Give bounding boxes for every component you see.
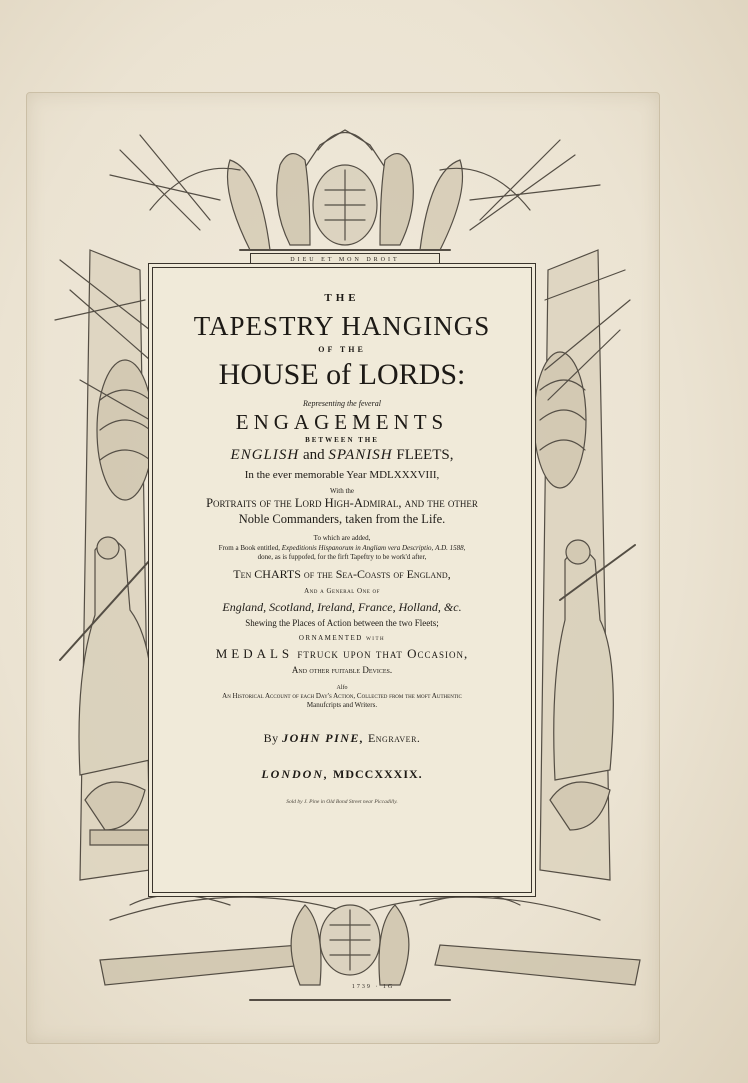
fleets-line (153, 447, 531, 464)
general-line: And a General One of (304, 587, 380, 596)
portraits-line-1: Portraits of the Lord High-Admiral, and the other (206, 496, 478, 511)
countries-line: England, Scotland, Ireland, France, Holland, &c. (222, 599, 462, 614)
year-line: In the ever memorable Year MDLXXXVIII, (244, 468, 440, 481)
royal-arms-crest (110, 130, 600, 250)
imprint-year: MDCCXXXIX. (333, 766, 423, 781)
motto-ribbon: DIEU ET MON DROIT (250, 253, 440, 268)
and-word: and (302, 447, 325, 464)
title-line-2: HOUSE of LORDS: (218, 357, 466, 391)
manuscripts-line: Manufcripts and Writers. (306, 701, 378, 710)
bottom-cartouche: 1739 · 1G (351, 984, 395, 990)
shewing-line: Shewing the Places of Action between the two Fleets; (245, 618, 439, 629)
book-prefix: From a Book entitled, (218, 543, 281, 552)
author-name: JOHN PINE, (282, 730, 365, 745)
medals-rest: ftruck upon that Occasion, (297, 645, 469, 661)
also-line: Alfo (336, 684, 348, 691)
medals-line (153, 647, 531, 661)
title-the: THE (324, 292, 360, 304)
left-trophy-column (55, 250, 153, 880)
devices-line: And other fuitable Devices. (291, 664, 393, 675)
engagements-heading: ENGAGEMENTS (235, 410, 449, 435)
title-of-the: OF THE (318, 344, 366, 354)
portraits-line-2: Noble Commanders, taken from the Life. (238, 512, 446, 527)
author-role: Engraver. (367, 730, 421, 745)
between-the-line: BETWEEN THE (305, 436, 379, 445)
with-the-line: With the (329, 486, 355, 495)
fleets-word: FLEETS, (396, 447, 454, 464)
added-intro: To which are added, (313, 533, 371, 542)
spanish-word: SPANISH (328, 447, 393, 464)
right-trophy-column (534, 250, 635, 880)
imprint-line (153, 768, 531, 781)
title-line-1: TAPESTRY HANGINGS (193, 311, 491, 342)
ornamented-line: ORNAMENTED with (298, 633, 386, 642)
charts-line: Ten CHARTS of the Sea-Coasts of England, (233, 567, 451, 581)
imprint-city: LONDON, (261, 766, 329, 781)
done-line: done, as is fuppofed, for the firft Tapeftry to be work'd after, (257, 553, 427, 562)
representing-line: Representing the feveral (303, 398, 381, 408)
by-word: By (263, 730, 279, 745)
book-line (153, 545, 531, 553)
book-suffix: A.D. 1588, (435, 543, 466, 552)
medals-word: MEDALS (215, 645, 294, 661)
author-line (153, 732, 531, 745)
english-word: ENGLISH (230, 447, 300, 464)
book-title: Expeditionis Hispanorum in Angliam vera Descriptio, (281, 543, 434, 552)
history-line: An Historical Account of each Day's Action, Collected from the moft Authentic (222, 692, 462, 701)
sold-line: Sold by J. Pine in Old Bond Street near Piccadilly. (286, 799, 398, 806)
title-panel (153, 268, 531, 892)
